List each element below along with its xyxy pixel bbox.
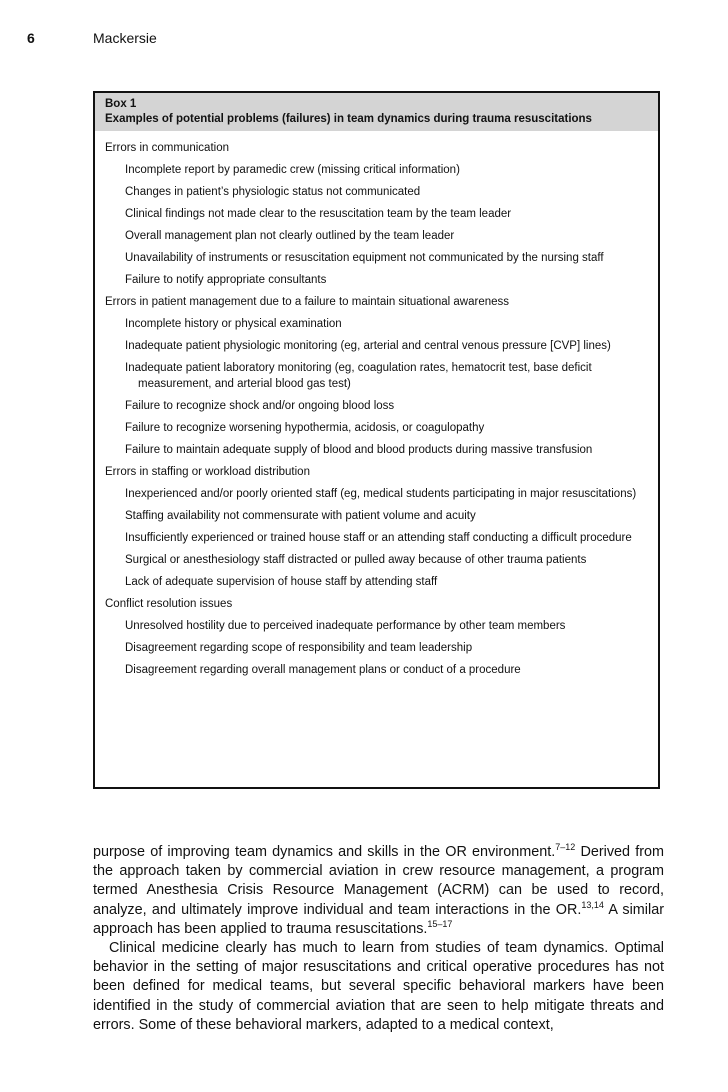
- list-item: Unresolved hostility due to perceived inadequate performance by other team members: [125, 620, 566, 632]
- section-heading-communication: Errors in communication: [105, 142, 229, 154]
- section-heading-staffing: Errors in staffing or workload distribution: [105, 466, 310, 478]
- paragraph-1: [93, 843, 664, 939]
- box-title: Examples of potential problems (failures) in team dynamics during trauma resuscitations: [105, 113, 592, 125]
- paragraph-2: Clinical medicine clearly has much to learn from studies of team dynamics. Optimal behavior in the setting of major resuscitations and critical operative procedures has not been defined for medical teams, but several specific behavioral markers have been identified in the study of commercial aviation that are seen to help mitigate threats and errors. Some of these behavioral markers, adapted to a medical context,: [93, 940, 664, 1033]
- list-item: Inexperienced and/or poorly oriented staff (eg, medical students participating in major resuscitations): [125, 488, 637, 500]
- citation-7-12[interactable]: 7–12: [555, 842, 576, 853]
- list-item: Surgical or anesthesiology staff distracted or pulled away because of other trauma patients: [125, 554, 587, 566]
- list-item: Unavailability of instruments or resuscitation equipment not communicated by the nursing staff: [125, 252, 604, 264]
- list-item: Overall management plan not clearly outlined by the team leader: [125, 230, 455, 242]
- citation-13-14[interactable]: 13,14: [581, 899, 604, 910]
- section-heading-conflict: Conflict resolution issues: [105, 598, 233, 610]
- page-number: 6: [27, 30, 35, 46]
- list-item: Incomplete report by paramedic crew (missing critical information): [125, 164, 460, 176]
- list-item: Failure to recognize shock and/or ongoing blood loss: [125, 400, 395, 412]
- list-item: Insufficiently experienced or trained house staff or an attending staff conducting a difficult procedure: [125, 532, 632, 544]
- box-label: Box 1: [105, 98, 137, 110]
- list-item: Staffing availability not commensurate with patient volume and acuity: [125, 510, 476, 522]
- box-body: [95, 131, 658, 678]
- list-item: Incomplete history or physical examination: [125, 318, 342, 330]
- paragraph-1-part-c: A similar approach has been applied to trauma resuscitations.: [93, 901, 664, 937]
- box-1: [93, 91, 660, 789]
- running-head: Mackersie: [93, 30, 157, 46]
- list-item: Disagreement regarding scope of responsibility and team leadership: [125, 642, 473, 654]
- section-heading-situational-awareness: Errors in patient management due to a failure to maintain situational awareness: [105, 296, 510, 308]
- body-text: [93, 843, 664, 1035]
- box-header: [95, 93, 658, 131]
- list-item: Failure to recognize worsening hypothermia, acidosis, or coagulopathy: [125, 422, 485, 434]
- list-item: Clinical findings not made clear to the resuscitation team by the team leader: [125, 208, 512, 220]
- list-item: Failure to maintain adequate supply of blood and blood products during massive transfusion: [125, 444, 593, 456]
- paragraph-1-part-a: purpose of improving team dynamics and skills in the OR environment.: [93, 844, 556, 860]
- list-item: Inadequate patient physiologic monitoring (eg, arterial and central venous pressure [CVP] lines): [125, 340, 611, 352]
- citation-15-17[interactable]: 15–17: [427, 919, 453, 930]
- list-item: Disagreement regarding overall management plans or conduct of a procedure: [125, 664, 521, 676]
- paragraph-1-part-b: Derived from the approach taken by commercial aviation in crew resource management, a program termed Anesthesia Crisis Resource Management (ACRM) can be used to record, analyze, and ultimately improve individual and team interactions in the OR.: [93, 844, 664, 918]
- list-item: Inadequate patient laboratory monitoring (eg, coagulation rates, hematocrit test, base deficit measurement, and arterial blood gas test): [125, 362, 592, 390]
- list-item: Failure to notify appropriate consultants: [125, 274, 327, 286]
- list-item: Lack of adequate supervision of house staff by attending staff: [125, 576, 438, 588]
- list-item: Changes in patient’s physiologic status not communicated: [125, 186, 421, 198]
